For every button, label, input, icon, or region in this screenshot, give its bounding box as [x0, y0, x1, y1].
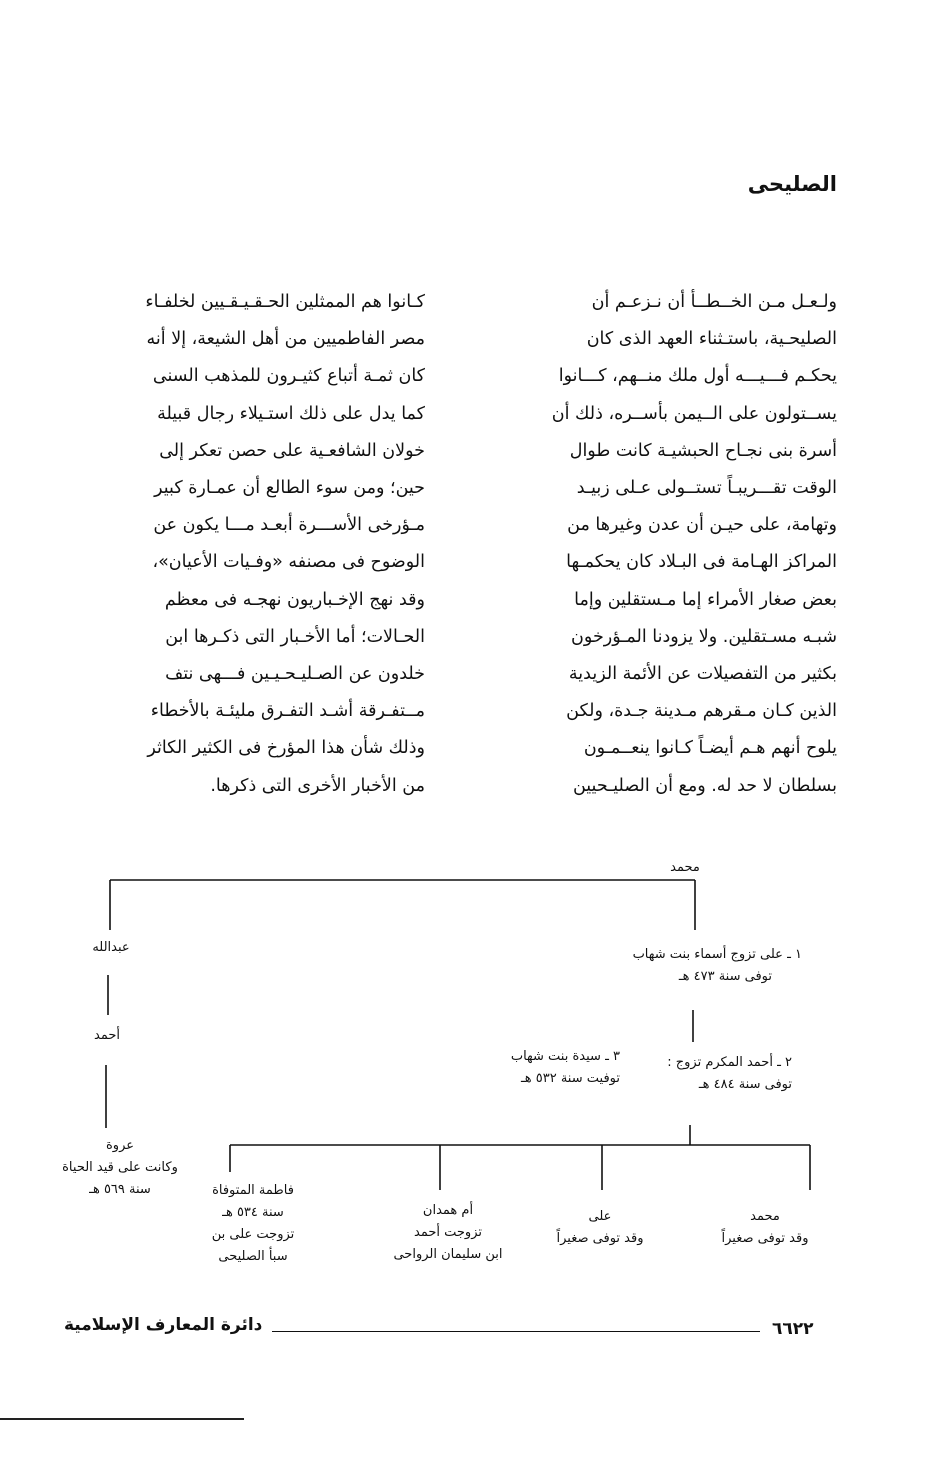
text-line: يســتولون على الــيمن بأســره، ذلك أن [551, 403, 837, 424]
footer-publication-title: دائرة المعارف الإسلامية [64, 1315, 263, 1335]
scan-edge-line [0, 1418, 244, 1420]
tree-node-text: عروة [105, 1138, 135, 1153]
text-line: خلدون عن الصـليـحـيـين فـــهى نتف [165, 664, 425, 685]
text-line: مصر الفاطميين من أهل الشيعة، إلا أنه [146, 329, 425, 350]
tree-node-abdallah [76, 937, 146, 959]
tree-node-text: تزوجت على بن [211, 1227, 295, 1242]
text-line: مــتفـرقة أشـد التفـرق مليئـة بالأخطاء [150, 701, 425, 722]
text-line: ولـعـل مـن الخــطــأ أن نـزعـم أن [591, 292, 837, 312]
text-line: شبـه مسـتقلين. ولا يزودنا المـؤرخون [571, 626, 837, 647]
tree-node-text: ٣ ـ سيدة بنت شهاب [510, 1049, 620, 1064]
tree-node-text: أم همدان [422, 1203, 474, 1218]
tree-node-text: محمد [670, 860, 700, 875]
tree-node-ahmad-mukarram [630, 1052, 792, 1096]
page-number: ٦٦٢٢ [772, 1319, 814, 1339]
text-line: الصليحـية، باستـثناء العهد الذى كان [586, 329, 837, 350]
tree-node-text: ابن سليمان الرواحى [393, 1247, 503, 1262]
tree-node-text: فاطمة المتوفاة [212, 1183, 294, 1198]
tree-node-text: سنة ٥٣٤ هـ [222, 1205, 284, 1220]
text-line: كما يدل على ذلك استـيلاء رجال قبيلة [157, 403, 425, 424]
text-line: الذين كـان مـقرهم مـدينة جـدة، ولكن [566, 701, 837, 722]
tree-node-muhammad-root [650, 857, 720, 879]
text-line: وتهامة، على حيـن أن عدن وغيرها من [567, 515, 837, 536]
tree-node-text: أحمد [94, 1028, 120, 1043]
tree-node-text: محمد [750, 1209, 780, 1224]
text-line: الوقت تقـــريبـاً تستــولى عـلى زبيـد [576, 478, 837, 499]
text-line: من الأخبار الأخرى التى ذكرها. [210, 775, 425, 796]
tree-node-text: سنة ٥٦٩ هـ [89, 1182, 151, 1197]
tree-node-text: ٢ ـ أحمد المكرم تزوج : [667, 1055, 792, 1070]
tree-node-text: توفيت سنة ٥٣٢ هـ [520, 1071, 620, 1086]
tree-node-urwa [40, 1135, 200, 1201]
tree-node-text: توفى سنة ٤٨٤ هـ [698, 1077, 792, 1092]
tree-node-text: سبأ الصليحى [218, 1249, 288, 1264]
tree-node-text: توفى سنة ٤٧٣ هـ [678, 969, 772, 984]
text-line: وقد نهج الإخـباريون نهجـه فى معظم [164, 589, 425, 610]
tree-node-sayyida [470, 1046, 620, 1090]
text-line: يلوح أنهم هـم أيضـاً كـانوا ينعــمـون [583, 738, 837, 759]
text-line: بسلطان لا حد له. ومع أن الصليـحيين [572, 775, 837, 796]
text-line: الوضوح فى مصنفه «وفـيات الأعيان»، [152, 552, 425, 573]
text-line: بعض صغار الأمراء إما مـستقلين وإما [574, 589, 837, 610]
text-line: خولان الشافعـية على حصن تعكر إلى [159, 440, 425, 461]
tree-node-text: وكانت على قيد الحياة [62, 1160, 178, 1175]
text-line: الحـالات؛ أما الأخـبار التى ذكـرها ابن [165, 626, 425, 647]
page-title: الصليحى [747, 172, 837, 196]
text-line: يحكـم فـــيـــه أول ملك منــهم، كـــانوا [558, 366, 837, 387]
tree-node-text: تزوجت أحمد [414, 1225, 482, 1240]
tree-node-text: على [588, 1209, 612, 1224]
text-line: بكثير من التفصيلات عن الأئمة الزيدية [568, 664, 837, 685]
tree-node-text: عبدالله [92, 940, 130, 955]
text-line: أسرة بنى نجـاح الحبشيـة كانت طوال [569, 440, 837, 461]
text-line: وذلك شأن هذا المؤرخ فى الكثير الكاثر [147, 738, 425, 759]
tree-node-child-fatima [193, 1180, 313, 1268]
text-line: كان ثمـة أتباع كثيـرون للمذهب السنى [152, 366, 425, 387]
tree-node-child-umm-hamdan [378, 1200, 518, 1266]
text-line: كـانوا هم الممثلين الحـقـيـقـيين لخلفـاء [145, 292, 425, 312]
footer-rule [272, 1331, 760, 1332]
tree-node-child-muhammad [700, 1206, 830, 1250]
tree-node-text: ١ ـ على تزوج أسماء بنت شهاب [632, 947, 802, 962]
tree-node-ahmad [72, 1025, 142, 1047]
tree-node-text: وقد توفى صغيراً [721, 1231, 809, 1246]
text-line: حين؛ ومن سوء الطالع أن عمـارة كبير [154, 478, 425, 499]
text-line: المراكز الهـامة فى البـلاد كان يحكمـها [566, 552, 837, 573]
tree-node-text: وقد توفى صغيراً [556, 1231, 644, 1246]
tree-node-child-ali [535, 1206, 665, 1250]
text-line: مـؤرخى الأســـرة أبعـد مـــا يكون عن [153, 515, 425, 536]
tree-node-ali [580, 944, 802, 988]
